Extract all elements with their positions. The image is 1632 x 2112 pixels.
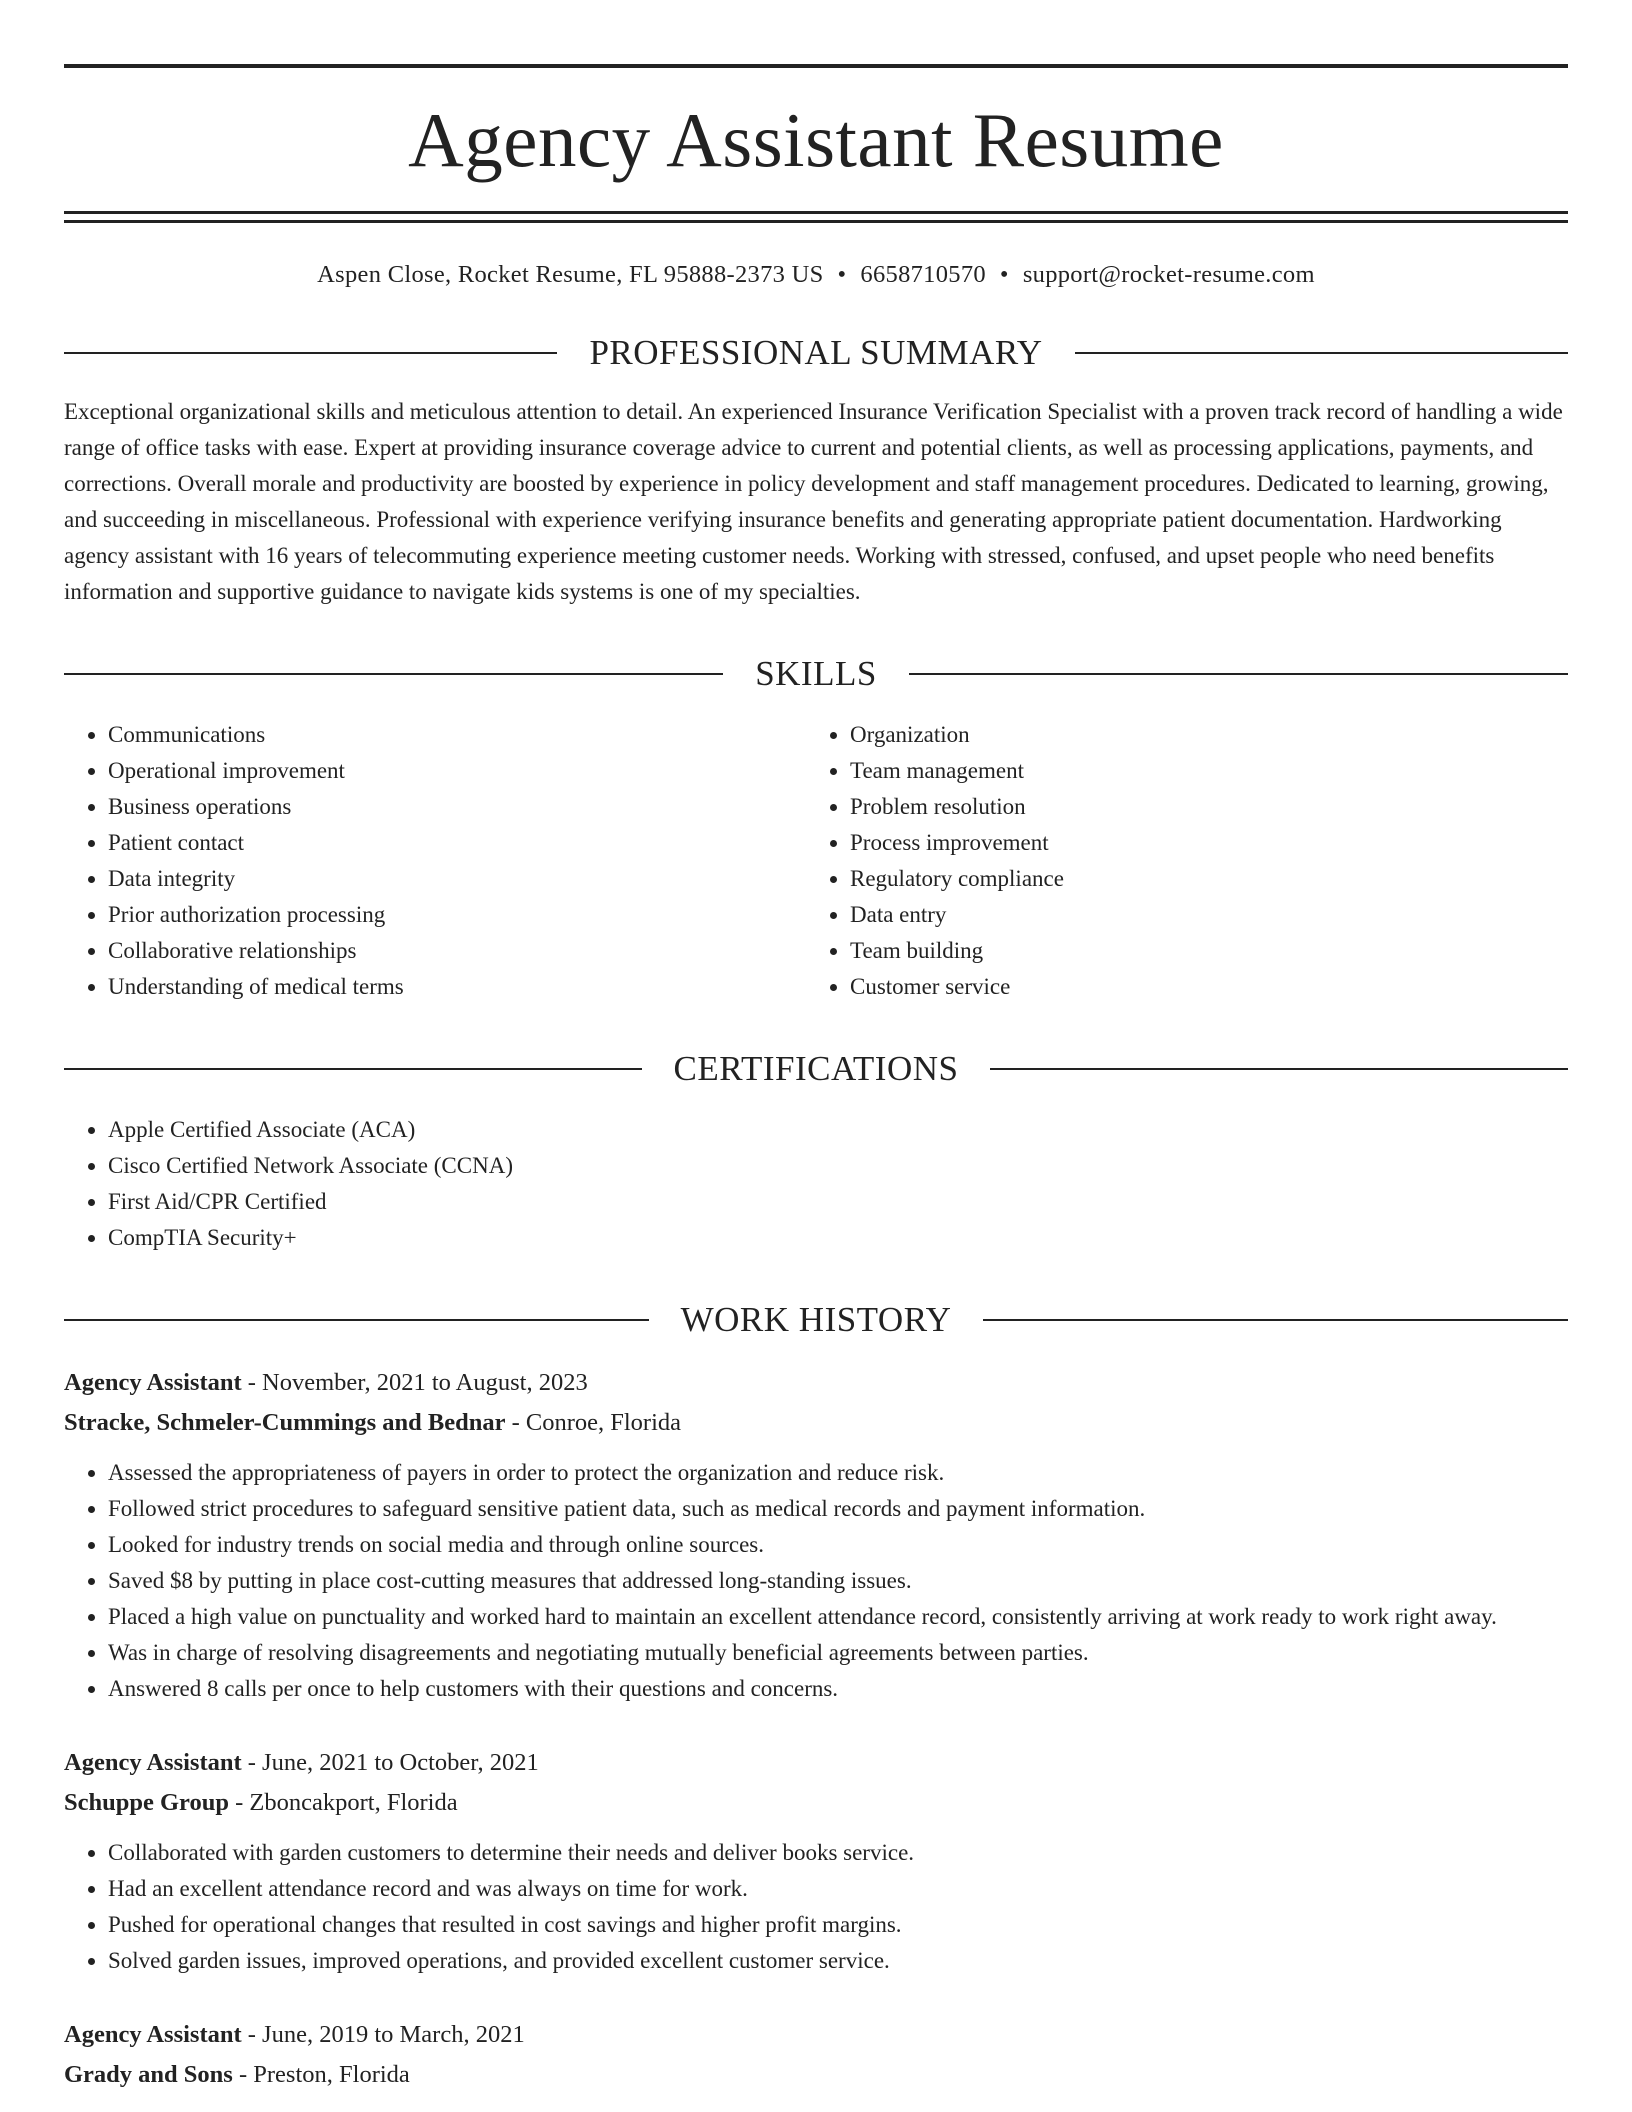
job-entry [64,2015,1568,2095]
skill-item: • Communications [108,717,806,753]
job-bullet: • Assessed the appropriateness of payers in order to protect the organization and reduce risk. [108,1455,1568,1491]
job-bullets [64,1835,1568,1979]
job-bullet: • Answered 8 calls per once to help customers with their questions and concerns. [108,1671,1568,1707]
certifications-bullets [64,1112,1568,1256]
skill-item: • Team building [850,933,1548,969]
contact-separator: • [837,261,847,288]
heading-rule [64,1319,649,1321]
job-bullet: • Looked for industry trends on social media and through online sources. [108,1527,1568,1563]
top-rule [64,64,1568,68]
contact-line [64,261,1568,289]
job-company-line [64,1403,1568,1443]
job-bullet: • Followed strict procedures to safeguard sensitive patient data, such as medical records and payment information. [108,1491,1568,1527]
skill-item: • Operational improvement [108,753,806,789]
summary-section-heading [64,335,1568,370]
work-section-heading [64,1302,1568,1337]
certification-item: • CompTIA Security+ [108,1220,1568,1256]
job-bullet: • Was in charge of resolving disagreements and negotiating mutually beneficial agreements between parties. [108,1635,1568,1671]
job-title: Agency Assistant [64,1369,242,1396]
work-heading-label: WORK HISTORY [680,1300,952,1339]
job-bullet: • Solved garden issues, improved operations, and provided excellent customer service. [108,1943,1568,1979]
contact-email: support@rocket-resume.com [1022,261,1315,288]
certification-item: • Cisco Certified Network Associate (CCNA) [108,1148,1568,1184]
heading-rule [64,1068,642,1070]
summary-text: Exceptional organizational skills and meticulous attention to detail. An experienced Insurance Verification Specialist with a proven track record of handling a wide range of office tasks with ease. Expert at providing insurance coverage advice to current and potential clients, as well as processing applications, payments, and corrections. Overall morale and productivity are boosted by experience in policy development and staff management procedures. Dedicated to learning, growing, and succeeding in miscellaneous. Professional with experience verifying insurance benefits and generating appropriate patient documentation. Hardworking agency assistant with 16 years of telecommuting experience meeting customer needs. Working with stressed, confused, and upset people who need benefits information and supportive guidance to navigate kids systems is one of my specialties. [64,399,1563,604]
job-title-line [64,1363,1568,1403]
job-entry [64,1363,1568,1707]
job-bullet: • Placed a high value on punctuality and worked hard to maintain an excellent attendance record, consistently arriving at work ready to work right away. [108,1599,1568,1635]
skill-item: • Regulatory compliance [850,861,1548,897]
job-entry [64,1743,1568,1979]
heading-rule [983,1319,1568,1321]
job-dates: - June, 2021 to October, 2021 [241,1749,539,1776]
job-title: Agency Assistant [64,1749,242,1776]
skill-item: • Problem resolution [850,789,1548,825]
job-company-line [64,2055,1568,2095]
work-history-list [64,1363,1568,2095]
certification-item: • First Aid/CPR Certified [108,1184,1568,1220]
heading-rule [909,673,1568,675]
summary-heading-label: PROFESSIONAL SUMMARY [589,333,1043,372]
skill-item: • Prior authorization processing [108,897,806,933]
resume-page [64,64,1568,2095]
job-company: Grady and Sons [64,2061,233,2088]
skills-list [64,717,1568,1005]
skill-item: • Understanding of medical terms [108,969,806,1005]
skills-heading-label: SKILLS [755,654,877,693]
title-rule [64,211,1568,214]
skill-item: • Business operations [108,789,806,825]
heading-rule [64,673,723,675]
job-bullet: • Pushed for operational changes that resulted in cost savings and higher profit margins. [108,1907,1568,1943]
certifications-heading-label: CERTIFICATIONS [673,1049,959,1088]
job-bullet: • Had an excellent attendance record and was always on time for work. [108,1871,1568,1907]
job-company: Stracke, Schmeler-Cummings and Bednar [64,1409,506,1436]
contact-phone: 6658710570 [860,261,986,288]
certifications-section-heading [64,1051,1568,1086]
contact-address: Aspen Close, Rocket Resume, FL 95888-2373 US [317,261,824,288]
job-bullets [64,1455,1568,1707]
job-location: - Zboncakport, Florida [229,1789,458,1816]
title-rule [64,220,1568,223]
skill-item: • Data entry [850,897,1548,933]
job-location: - Preston, Florida [232,2061,410,2088]
skills-right-list [806,717,1548,1005]
job-bullet: • Saved $8 by putting in place cost-cutting measures that addressed long-standing issues. [108,1563,1568,1599]
job-title-line [64,1743,1568,1783]
certification-item: • Apple Certified Associate (ACA) [108,1112,1568,1148]
skill-item: • Data integrity [108,861,806,897]
skills-section-heading [64,656,1568,691]
skill-item: • Process improvement [850,825,1548,861]
heading-rule [64,352,557,354]
skill-item: • Organization [850,717,1548,753]
certifications-list [64,1112,1568,1256]
job-company: Schuppe Group [64,1789,229,1816]
job-dates: - June, 2019 to March, 2021 [241,2021,525,2048]
skill-item: • Patient contact [108,825,806,861]
job-dates: - November, 2021 to August, 2023 [241,1369,588,1396]
job-location: - Conroe, Florida [505,1409,682,1436]
job-title: Agency Assistant [64,2021,242,2048]
skills-column-right [806,717,1548,1005]
page-title: Agency Assistant Resume [408,97,1224,183]
job-company-line [64,1783,1568,1823]
heading-rule [1075,352,1568,354]
skill-item: • Customer service [850,969,1548,1005]
heading-rule [990,1068,1568,1070]
job-title-line [64,2015,1568,2055]
job-bullet: • Collaborated with garden customers to determine their needs and deliver books service. [108,1835,1568,1871]
contact-separator: • [999,261,1009,288]
skill-item: • Team management [850,753,1548,789]
skills-left-list [64,717,806,1005]
skills-column-left [64,717,806,1005]
skill-item: • Collaborative relationships [108,933,806,969]
